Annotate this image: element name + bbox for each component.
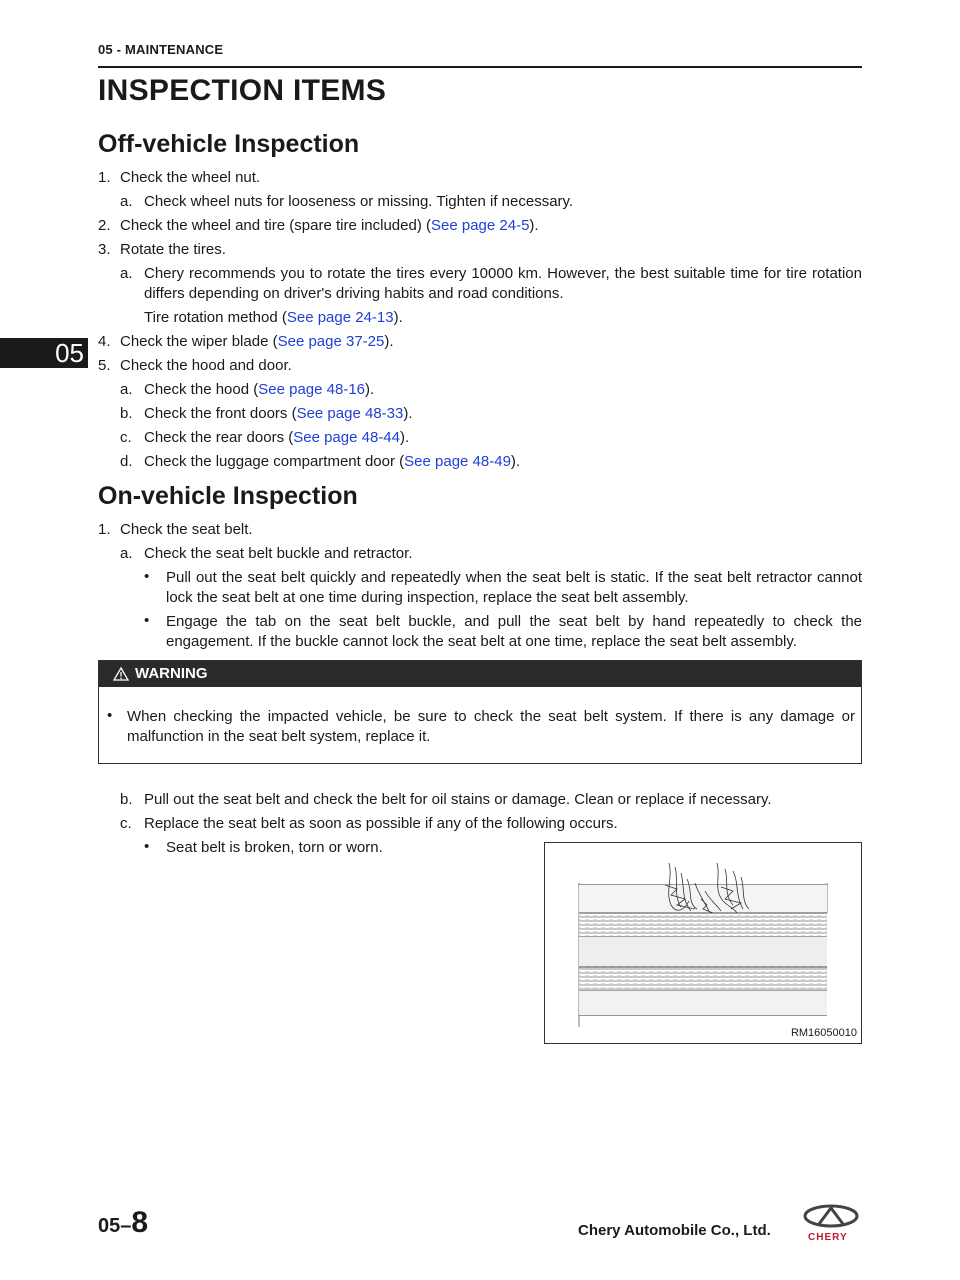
- bullet-dot: •: [144, 838, 150, 855]
- page-title: INSPECTION ITEMS: [98, 74, 387, 107]
- list-item: d. Check the luggage compartment door (See page 48-49).: [120, 453, 521, 470]
- page-link[interactable]: See page 24-13: [286, 309, 394, 326]
- list-item: c. Replace the seat belt as soon as possible if any of the following occurs.: [120, 815, 618, 832]
- list-item: b. Pull out the seat belt and check the belt for oil stains or damage. Clean or replace if necessary.: [120, 791, 772, 808]
- list-item: a. Chery recommends you to rotate the tires every 10000 km. However, the best suitable time for tire rotation differs depending on driver's driving habits and road conditions.: [120, 265, 862, 302]
- list-item: 1. Check the seat belt.: [98, 521, 253, 538]
- bullet-item: Seat belt is broken, torn or worn.: [166, 839, 383, 856]
- torn-seat-belt-illustration: [545, 843, 861, 1043]
- page-link[interactable]: See page 37-25: [277, 333, 385, 350]
- page-link[interactable]: See page 48-33: [296, 405, 404, 422]
- on-vehicle-heading: On-vehicle Inspection: [98, 482, 358, 510]
- list-item: Tire rotation method (See page 24-13).: [144, 309, 403, 326]
- page-number: 05–8: [98, 1206, 149, 1239]
- list-item: c. Check the rear doors (See page 48-44).: [120, 429, 410, 446]
- warning-header: [99, 661, 861, 687]
- off-vehicle-heading: Off-vehicle Inspection: [98, 130, 360, 158]
- page-link[interactable]: See page 48-16: [258, 381, 366, 398]
- section-label: 05 - MAINTENANCE: [98, 42, 224, 57]
- figure-caption: RM16050010: [790, 1027, 857, 1039]
- list-item: b. Check the front doors (See page 48-33).: [120, 405, 413, 422]
- logo-wordmark: CHERY: [808, 1232, 848, 1243]
- page-link[interactable]: See page 48-49: [404, 453, 511, 470]
- warning-triangle-icon: [113, 667, 129, 681]
- page-header: [98, 40, 862, 68]
- list-item: a. Check the hood (See page 48-16).: [120, 381, 375, 398]
- bullet-dot: •: [144, 612, 150, 629]
- warning-text: When checking the impacted vehicle, be sure to check the seat belt system. If there is any damage or malfunction in the seat belt system, replace it.: [127, 708, 855, 745]
- warning-label: WARNING: [135, 665, 208, 682]
- bullet-item: Engage the tab on the seat belt buckle, and pull the seat belt by hand repeatedly to check the engagement. If the buckle cannot lock the seat belt at one time, replace the seat belt assembly.: [166, 613, 862, 650]
- list-item: 4. Check the wiper blade (See page 37-25).: [98, 333, 394, 350]
- warning-box: [98, 660, 862, 764]
- list-item: a. Check the seat belt buckle and retractor.: [120, 545, 413, 562]
- bullet-dot: •: [107, 707, 113, 724]
- page-link[interactable]: See page 24-5: [431, 217, 530, 234]
- list-item: 2. Check the wheel and tire (spare tire included) (See page 24-5).: [98, 217, 539, 234]
- page-link[interactable]: See page 48-44: [293, 429, 400, 446]
- list-item: 3. Rotate the tires.: [98, 241, 226, 258]
- list-item: a. Check wheel nuts for looseness or missing. Tighten if necessary.: [120, 193, 574, 210]
- bullet-item: Pull out the seat belt quickly and repeatedly when the seat belt is static. If the seat belt retractor cannot lock the seat belt at one time during inspection, replace the seat belt assembly.: [166, 569, 862, 606]
- list-item: 1. Check the wheel nut.: [98, 169, 261, 186]
- chapter-tab: 05: [0, 338, 88, 368]
- list-item: 5. Check the hood and door.: [98, 357, 292, 374]
- bullet-dot: •: [144, 568, 150, 585]
- company-name: Chery Automobile Co., Ltd.: [578, 1222, 771, 1239]
- seat-belt-figure: [544, 842, 862, 1044]
